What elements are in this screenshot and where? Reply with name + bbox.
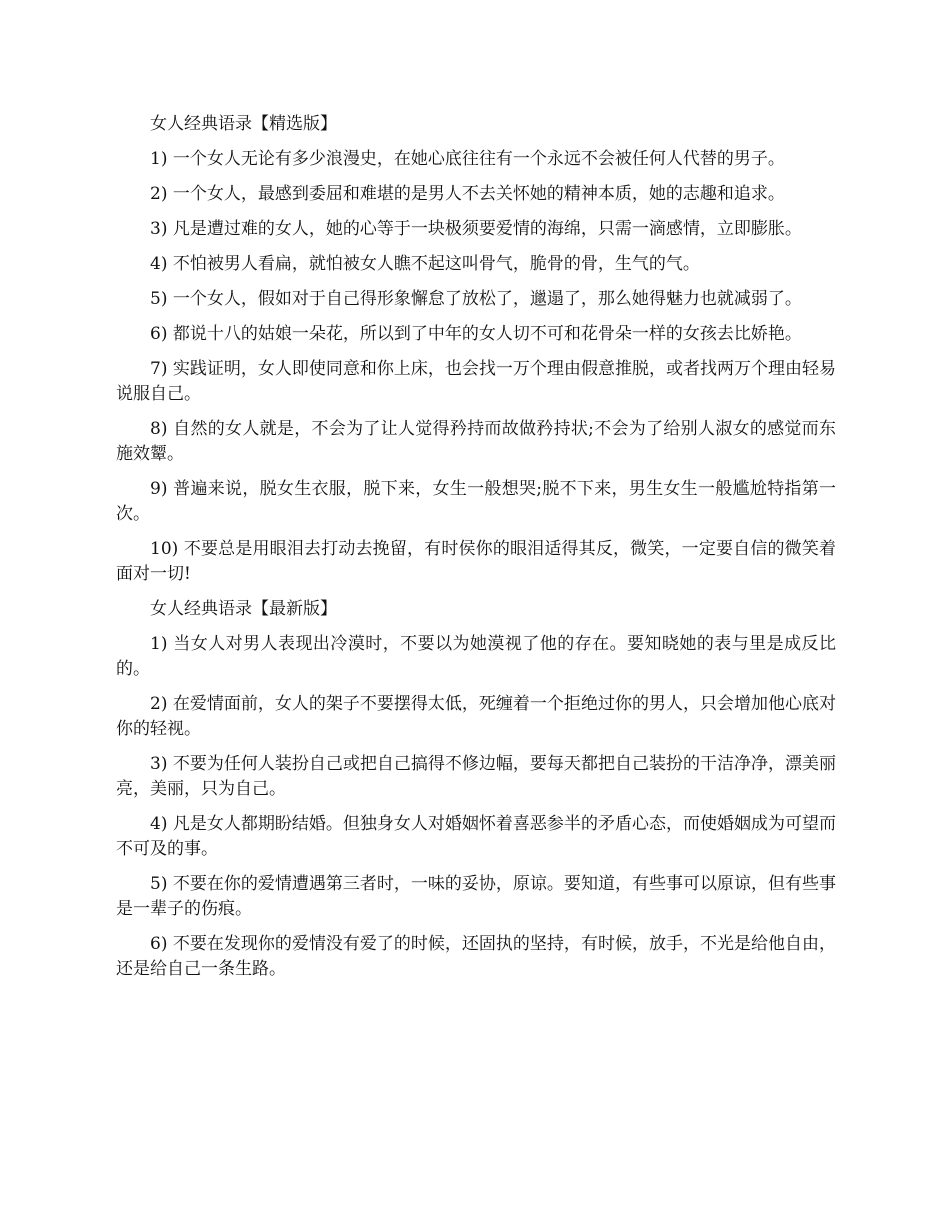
document-body	[116, 112, 836, 992]
quote-paragraph: 4) 凡是女人都期盼结婚。但独身女人对婚姻怀着喜恶参半的矛盾心态，而使婚姻成为可望而不可及的事。	[116, 814, 836, 859]
quote-paragraph: 9) 普遍来说，脱女生衣服，脱下来，女生一般想哭;脱不下来，男生女生一般尴尬特指第一次。	[116, 479, 836, 524]
quote-paragraph: 5) 不要在你的爱情遭遇第三者时，一味的妥协，原谅。要知道，有些事可以原谅，但有些事是一辈子的伤痕。	[116, 874, 836, 919]
quote-paragraph: 6) 都说十八的姑娘一朵花，所以到了中年的女人切不可和花骨朵一样的女孩去比娇艳。	[150, 324, 802, 344]
quote-paragraph: 2) 一个女人，最感到委屈和难堪的是男人不去关怀她的精神本质，她的志趣和追求。	[150, 184, 785, 204]
quote-paragraph: 1) 当女人对男人表现出冷漠时，不要以为她漠视了他的存在。要知晓她的表与里是成反比的。	[116, 634, 836, 679]
section-heading: 女人经典语录【最新版】	[150, 599, 337, 619]
quote-paragraph: 8) 自然的女人就是，不会为了让人觉得矜持而故做矜持状;不会为了给别人淑女的感觉而东施效颦。	[116, 419, 836, 464]
quote-paragraph: 4) 不怕被男人看扁，就怕被女人瞧不起这叫骨气，脆骨的骨，生气的气。	[150, 254, 700, 274]
quote-paragraph: 6) 不要在发现你的爱情没有爱了的时候，还固执的坚持，有时候，放手，不光是给他自由，还是给自己一条生路。	[116, 934, 836, 979]
section-heading: 女人经典语录【精选版】	[150, 114, 337, 134]
quote-paragraph: 3) 凡是遭过难的女人，她的心等于一块极须要爱情的海绵，只需一滴感情，立即膨胀。	[150, 219, 802, 239]
quote-paragraph: 10) 不要总是用眼泪去打动去挽留，有时侯你的眼泪适得其反，微笑，一定要自信的微笑着面对一切!	[116, 539, 836, 584]
quote-paragraph: 3) 不要为任何人装扮自己或把自己搞得不修边幅，要每天都把自己装扮的干洁净净，漂美丽亮，美丽，只为自己。	[116, 754, 836, 799]
quote-paragraph: 7) 实践证明，女人即使同意和你上床，也会找一万个理由假意推脱，或者找两万个理由轻易说服自己。	[116, 359, 836, 404]
quote-paragraph: 5) 一个女人，假如对于自己得形象懈怠了放松了，邋遢了，那么她得魅力也就减弱了。	[150, 289, 802, 309]
quote-paragraph: 1) 一个女人无论有多少浪漫史，在她心底往往有一个永远不会被任何人代替的男子。	[150, 149, 785, 169]
quote-paragraph: 2) 在爱情面前，女人的架子不要摆得太低，死缠着一个拒绝过你的男人，只会增加他心底对你的轻视。	[116, 694, 836, 739]
